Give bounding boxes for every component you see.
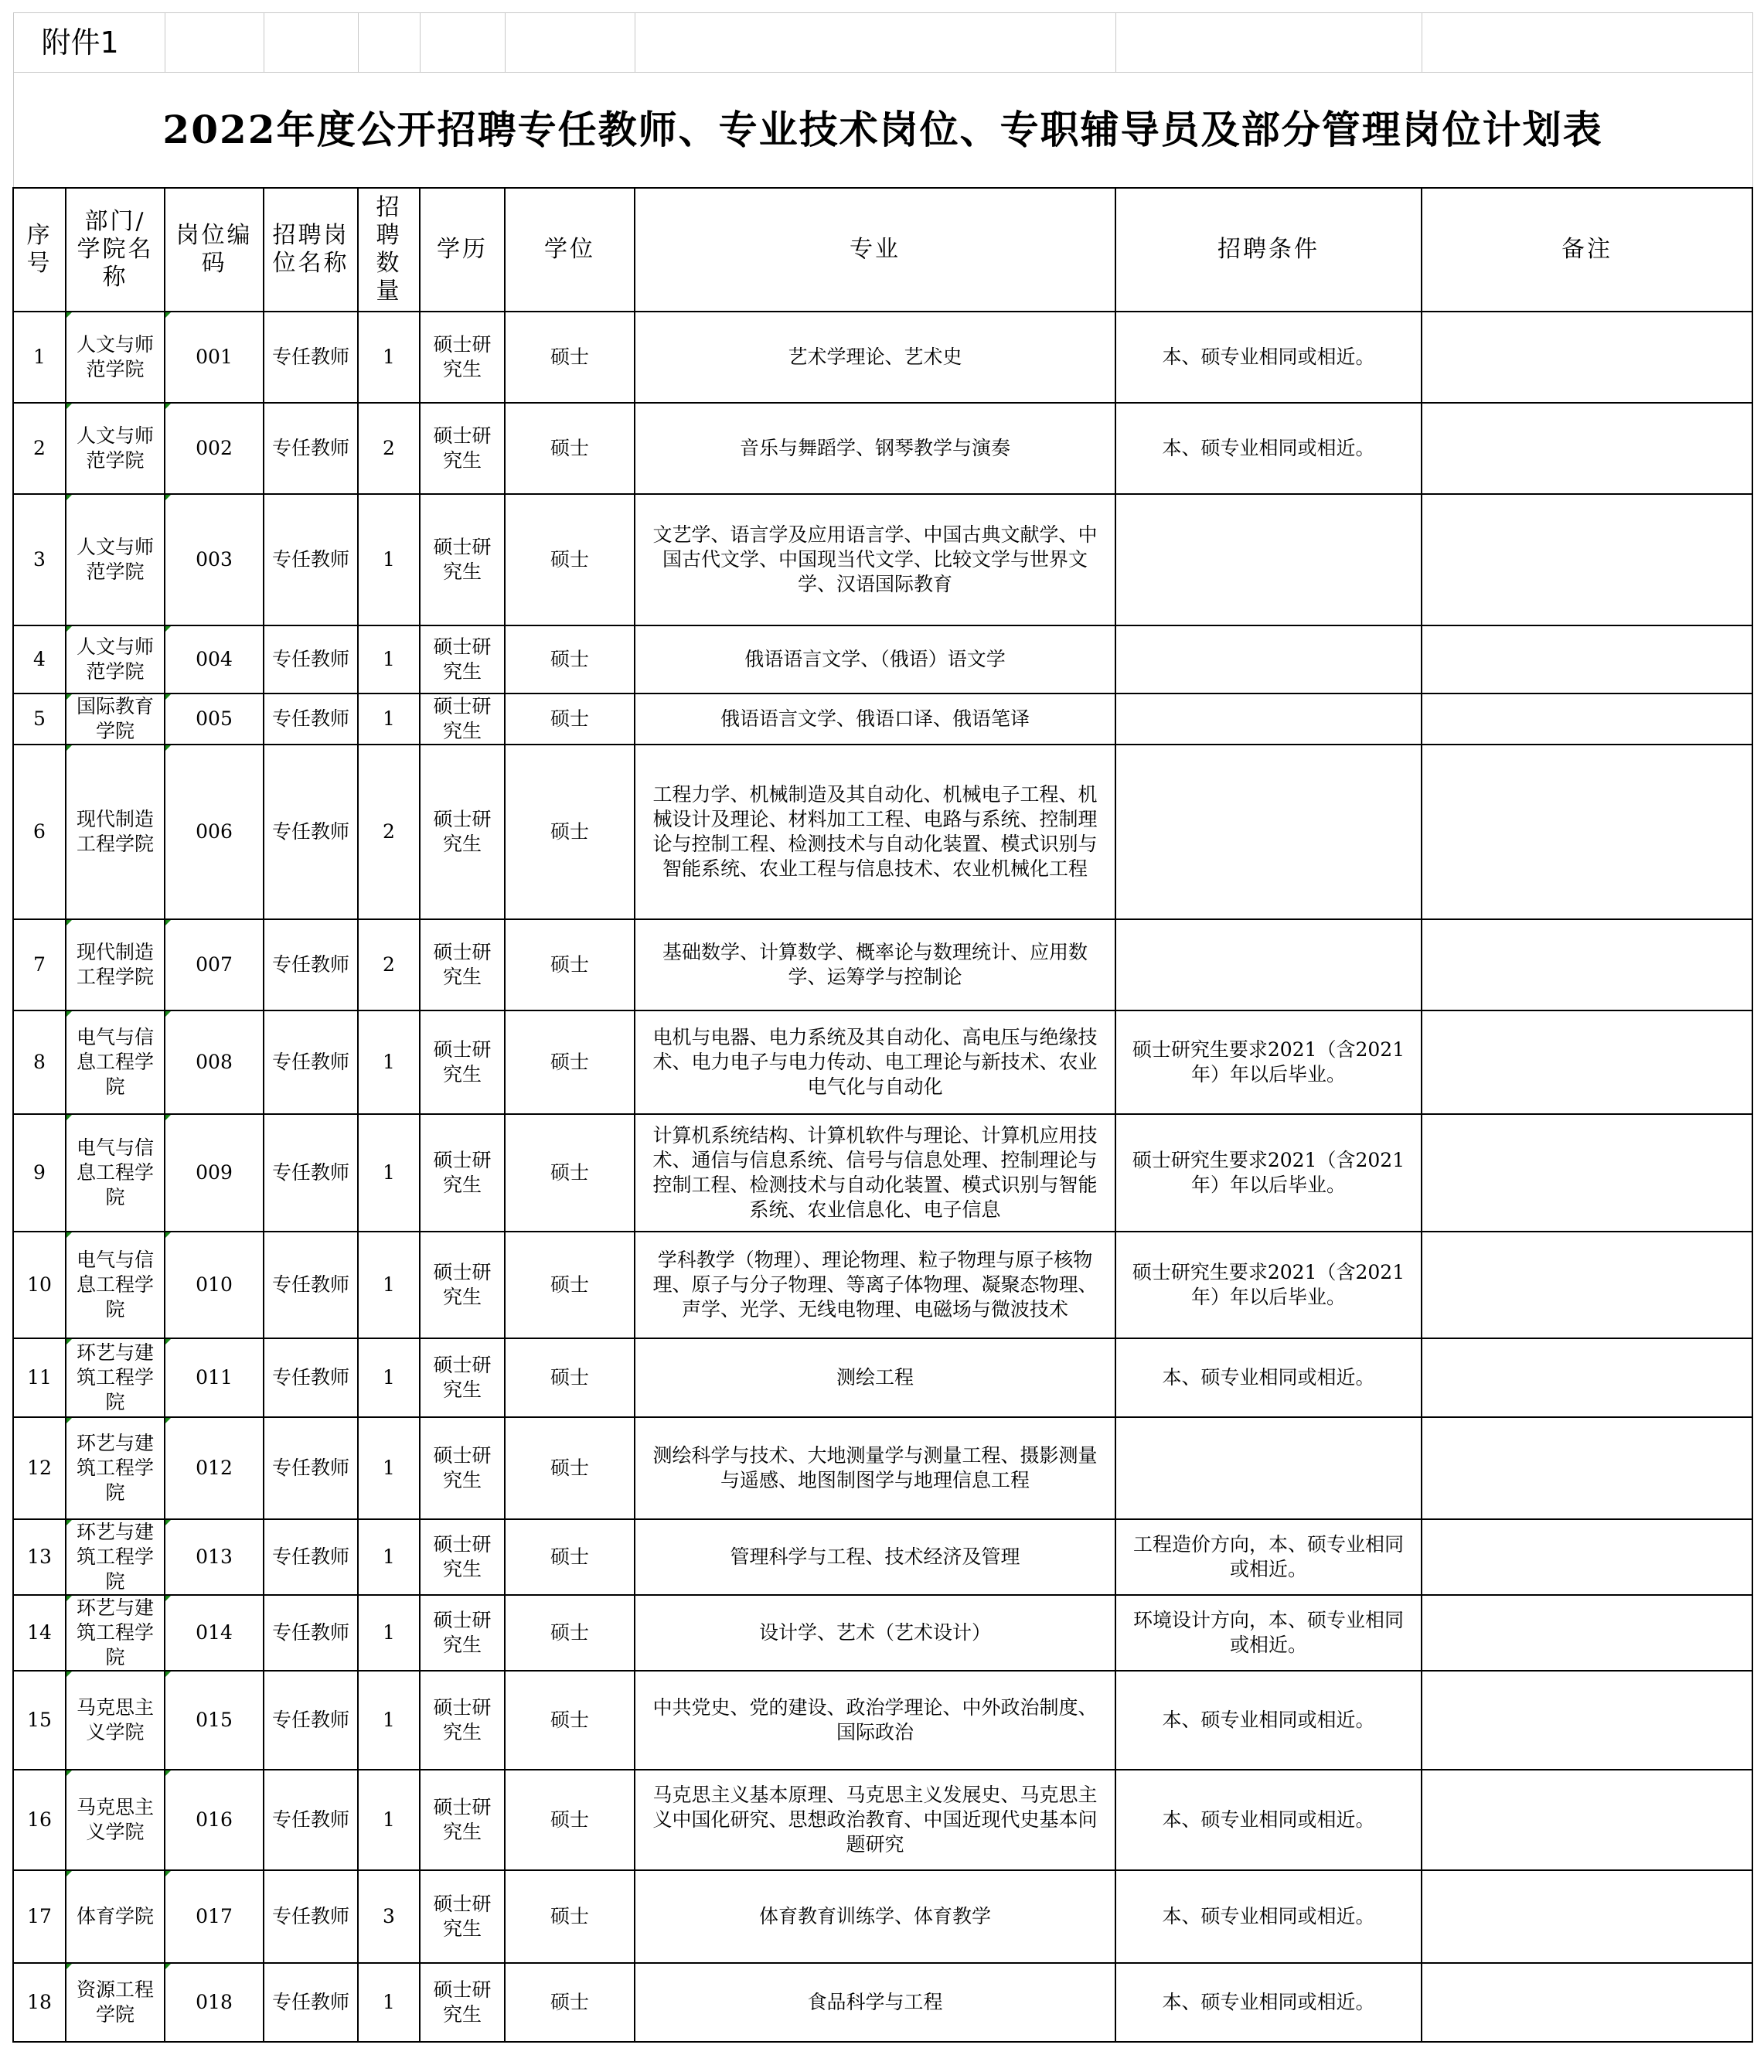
cell-conditions: 硕士研究生要求2021（含2021年）年以后毕业。 bbox=[1115, 1010, 1422, 1114]
cell-code: 015 bbox=[165, 1671, 264, 1770]
cell-remarks bbox=[1422, 312, 1752, 403]
cell-major: 文艺学、语言学及应用语言学、中国古典文献学、中国古代文学、中国现当代文学、比较文学与世界文学、汉语国际教育 bbox=[635, 494, 1115, 625]
header-position: 招聘岗位名称 bbox=[264, 188, 358, 312]
cell-code: 007 bbox=[165, 919, 264, 1010]
cell-degree: 硕士 bbox=[505, 745, 635, 919]
cell-degree: 硕士 bbox=[505, 1671, 635, 1770]
cell-major: 音乐与舞蹈学、钢琴教学与演奏 bbox=[635, 403, 1115, 494]
header-degree: 学位 bbox=[505, 188, 635, 312]
cell-count: 2 bbox=[358, 403, 420, 494]
cell-major: 工程力学、机械制造及其自动化、机械电子工程、机械设计及理论、材料加工工程、电路与系统、控制理论与控制工程、检测技术与自动化装置、模式识别与智能系统、农业工程与信息技术、农业机械化工程 bbox=[635, 745, 1115, 919]
cell-education: 硕士研究生 bbox=[420, 312, 505, 403]
cell-count: 1 bbox=[358, 1010, 420, 1114]
cell-position: 专任教师 bbox=[264, 919, 358, 1010]
cell-seq: 18 bbox=[13, 1963, 66, 2042]
cell-count: 1 bbox=[358, 625, 420, 694]
cell-education: 硕士研究生 bbox=[420, 1114, 505, 1232]
cell-seq: 11 bbox=[13, 1338, 66, 1417]
cell-count: 1 bbox=[358, 1770, 420, 1870]
cell-conditions: 工程造价方向，本、硕专业相同或相近。 bbox=[1115, 1519, 1422, 1595]
cell-count: 1 bbox=[358, 1338, 420, 1417]
cell-position: 专任教师 bbox=[264, 745, 358, 919]
empty-cell bbox=[358, 13, 420, 73]
attachment-label: 附件1 bbox=[13, 13, 165, 73]
cell-degree: 硕士 bbox=[505, 919, 635, 1010]
table-row bbox=[13, 1519, 1752, 1595]
cell-major: 学科教学（物理）、理论物理、粒子物理与原子核物理、原子与分子物理、等离子体物理、凝聚态物理、声学、光学、无线电物理、电磁场与微波技术 bbox=[635, 1232, 1115, 1338]
cell-position: 专任教师 bbox=[264, 1417, 358, 1519]
cell-education: 硕士研究生 bbox=[420, 1519, 505, 1595]
cell-remarks bbox=[1422, 625, 1752, 694]
cell-position: 专任教师 bbox=[264, 625, 358, 694]
cell-conditions: 本、硕专业相同或相近。 bbox=[1115, 312, 1422, 403]
cell-education: 硕士研究生 bbox=[420, 1595, 505, 1671]
cell-education: 硕士研究生 bbox=[420, 403, 505, 494]
empty-cell bbox=[264, 13, 358, 73]
cell-count: 1 bbox=[358, 494, 420, 625]
cell-education: 硕士研究生 bbox=[420, 1963, 505, 2042]
cell-dept: 马克思主义学院 bbox=[66, 1671, 165, 1770]
cell-code: 004 bbox=[165, 625, 264, 694]
cell-remarks bbox=[1422, 1114, 1752, 1232]
cell-seq: 8 bbox=[13, 1010, 66, 1114]
table-row bbox=[13, 1010, 1752, 1114]
cell-conditions: 本、硕专业相同或相近。 bbox=[1115, 1870, 1422, 1963]
cell-dept: 电气与信息工程学院 bbox=[66, 1232, 165, 1338]
cell-conditions bbox=[1115, 1417, 1422, 1519]
table-row bbox=[13, 745, 1752, 919]
cell-remarks bbox=[1422, 745, 1752, 919]
cell-conditions bbox=[1115, 625, 1422, 694]
cell-conditions bbox=[1115, 919, 1422, 1010]
header-education: 学历 bbox=[420, 188, 505, 312]
table-row bbox=[13, 1671, 1752, 1770]
cell-position: 专任教师 bbox=[264, 403, 358, 494]
table-row bbox=[13, 1595, 1752, 1671]
cell-seq: 12 bbox=[13, 1417, 66, 1519]
empty-cell bbox=[165, 13, 264, 73]
cell-remarks bbox=[1422, 1417, 1752, 1519]
cell-count: 3 bbox=[358, 1870, 420, 1963]
cell-conditions: 本、硕专业相同或相近。 bbox=[1115, 1671, 1422, 1770]
cell-dept: 环艺与建筑工程学院 bbox=[66, 1595, 165, 1671]
cell-position: 专任教师 bbox=[264, 1671, 358, 1770]
cell-conditions bbox=[1115, 694, 1422, 745]
cell-dept: 人文与师范学院 bbox=[66, 403, 165, 494]
cell-code: 009 bbox=[165, 1114, 264, 1232]
cell-position: 专任教师 bbox=[264, 494, 358, 625]
cell-position: 专任教师 bbox=[264, 1770, 358, 1870]
cell-count: 1 bbox=[358, 694, 420, 745]
cell-dept: 电气与信息工程学院 bbox=[66, 1010, 165, 1114]
cell-position: 专任教师 bbox=[264, 1338, 358, 1417]
cell-code: 014 bbox=[165, 1595, 264, 1671]
cell-count: 1 bbox=[358, 1232, 420, 1338]
cell-code: 011 bbox=[165, 1338, 264, 1417]
header-count: 招聘数量 bbox=[358, 188, 420, 312]
cell-seq: 6 bbox=[13, 745, 66, 919]
cell-remarks bbox=[1422, 403, 1752, 494]
table-row bbox=[13, 1232, 1752, 1338]
cell-dept: 电气与信息工程学院 bbox=[66, 1114, 165, 1232]
cell-education: 硕士研究生 bbox=[420, 1770, 505, 1870]
cell-seq: 13 bbox=[13, 1519, 66, 1595]
cell-position: 专任教师 bbox=[264, 312, 358, 403]
cell-code: 012 bbox=[165, 1417, 264, 1519]
cell-dept: 人文与师范学院 bbox=[66, 625, 165, 694]
page-title: 2022年度公开招聘专任教师、专业技术岗位、专职辅导员及部分管理岗位计划表 bbox=[13, 73, 1752, 189]
cell-seq: 14 bbox=[13, 1595, 66, 1671]
header-conditions: 招聘条件 bbox=[1115, 188, 1422, 312]
cell-degree: 硕士 bbox=[505, 1595, 635, 1671]
table-row bbox=[13, 1870, 1752, 1963]
cell-position: 专任教师 bbox=[264, 1595, 358, 1671]
cell-education: 硕士研究生 bbox=[420, 1671, 505, 1770]
cell-education: 硕士研究生 bbox=[420, 1338, 505, 1417]
cell-major: 计算机系统结构、计算机软件与理论、计算机应用技术、通信与信息系统、信号与信息处理、控制理论与控制工程、检测技术与自动化装置、模式识别与智能系统、农业信息化、电子信息 bbox=[635, 1114, 1115, 1232]
cell-code: 013 bbox=[165, 1519, 264, 1595]
cell-count: 1 bbox=[358, 1114, 420, 1232]
cell-remarks bbox=[1422, 1519, 1752, 1595]
cell-seq: 7 bbox=[13, 919, 66, 1010]
cell-seq: 5 bbox=[13, 694, 66, 745]
header-row bbox=[13, 188, 1752, 312]
cell-code: 018 bbox=[165, 1963, 264, 2042]
table-row bbox=[13, 494, 1752, 625]
cell-count: 1 bbox=[358, 1671, 420, 1770]
cell-degree: 硕士 bbox=[505, 403, 635, 494]
cell-degree: 硕士 bbox=[505, 1010, 635, 1114]
cell-major: 设计学、艺术（艺术设计） bbox=[635, 1595, 1115, 1671]
cell-degree: 硕士 bbox=[505, 312, 635, 403]
cell-count: 1 bbox=[358, 1963, 420, 2042]
table-row bbox=[13, 1770, 1752, 1870]
cell-conditions bbox=[1115, 745, 1422, 919]
cell-dept: 现代制造工程学院 bbox=[66, 745, 165, 919]
cell-remarks bbox=[1422, 1010, 1752, 1114]
header-remarks: 备注 bbox=[1422, 188, 1752, 312]
cell-dept: 人文与师范学院 bbox=[66, 312, 165, 403]
cell-position: 专任教师 bbox=[264, 1010, 358, 1114]
cell-education: 硕士研究生 bbox=[420, 1232, 505, 1338]
cell-code: 002 bbox=[165, 403, 264, 494]
cell-degree: 硕士 bbox=[505, 1232, 635, 1338]
cell-dept: 马克思主义学院 bbox=[66, 1770, 165, 1870]
cell-education: 硕士研究生 bbox=[420, 625, 505, 694]
empty-cell bbox=[1115, 13, 1422, 73]
cell-code: 006 bbox=[165, 745, 264, 919]
cell-remarks bbox=[1422, 694, 1752, 745]
cell-position: 专任教师 bbox=[264, 1519, 358, 1595]
cell-seq: 15 bbox=[13, 1671, 66, 1770]
cell-degree: 硕士 bbox=[505, 1114, 635, 1232]
cell-seq: 16 bbox=[13, 1770, 66, 1870]
cell-dept: 环艺与建筑工程学院 bbox=[66, 1338, 165, 1417]
cell-education: 硕士研究生 bbox=[420, 745, 505, 919]
empty-cell bbox=[505, 13, 635, 73]
cell-major: 马克思主义基本原理、马克思主义发展史、马克思主义中国化研究、思想政治教育、中国近现代史基本问题研究 bbox=[635, 1770, 1115, 1870]
cell-position: 专任教师 bbox=[264, 1232, 358, 1338]
cell-count: 1 bbox=[358, 312, 420, 403]
header-code: 岗位编码 bbox=[165, 188, 264, 312]
cell-major: 艺术学理论、艺术史 bbox=[635, 312, 1115, 403]
cell-conditions: 本、硕专业相同或相近。 bbox=[1115, 1338, 1422, 1417]
cell-dept: 体育学院 bbox=[66, 1870, 165, 1963]
cell-code: 003 bbox=[165, 494, 264, 625]
table-row bbox=[13, 694, 1752, 745]
cell-degree: 硕士 bbox=[505, 1519, 635, 1595]
title-row bbox=[13, 73, 1752, 189]
cell-degree: 硕士 bbox=[505, 1963, 635, 2042]
cell-major: 中共党史、党的建设、政治学理论、中外政治制度、国际政治 bbox=[635, 1671, 1115, 1770]
cell-degree: 硕士 bbox=[505, 1870, 635, 1963]
cell-count: 1 bbox=[358, 1519, 420, 1595]
cell-position: 专任教师 bbox=[264, 1963, 358, 2042]
cell-dept: 人文与师范学院 bbox=[66, 494, 165, 625]
empty-cell bbox=[635, 13, 1115, 73]
cell-education: 硕士研究生 bbox=[420, 1417, 505, 1519]
cell-seq: 9 bbox=[13, 1114, 66, 1232]
cell-degree: 硕士 bbox=[505, 1338, 635, 1417]
header-seq: 序号 bbox=[13, 188, 66, 312]
cell-degree: 硕士 bbox=[505, 494, 635, 625]
table-row bbox=[13, 1417, 1752, 1519]
cell-seq: 10 bbox=[13, 1232, 66, 1338]
cell-count: 2 bbox=[358, 919, 420, 1010]
empty-cell bbox=[420, 13, 505, 73]
cell-conditions: 硕士研究生要求2021（含2021年）年以后毕业。 bbox=[1115, 1114, 1422, 1232]
cell-code: 005 bbox=[165, 694, 264, 745]
cell-code: 008 bbox=[165, 1010, 264, 1114]
cell-count: 2 bbox=[358, 745, 420, 919]
table-row bbox=[13, 625, 1752, 694]
cell-major: 测绘工程 bbox=[635, 1338, 1115, 1417]
cell-education: 硕士研究生 bbox=[420, 919, 505, 1010]
cell-education: 硕士研究生 bbox=[420, 1010, 505, 1114]
cell-degree: 硕士 bbox=[505, 1770, 635, 1870]
cell-seq: 4 bbox=[13, 625, 66, 694]
table-row bbox=[13, 1114, 1752, 1232]
cell-remarks bbox=[1422, 1770, 1752, 1870]
cell-conditions: 本、硕专业相同或相近。 bbox=[1115, 1770, 1422, 1870]
cell-remarks bbox=[1422, 1963, 1752, 2042]
cell-code: 010 bbox=[165, 1232, 264, 1338]
cell-major: 体育教育训练学、体育教学 bbox=[635, 1870, 1115, 1963]
cell-education: 硕士研究生 bbox=[420, 494, 505, 625]
cell-major: 俄语语言文学、俄语口译、俄语笔译 bbox=[635, 694, 1115, 745]
cell-major: 俄语语言文学、（俄语）语文学 bbox=[635, 625, 1115, 694]
cell-position: 专任教师 bbox=[264, 1870, 358, 1963]
header-dept: 部门/学院名称 bbox=[66, 188, 165, 312]
cell-seq: 3 bbox=[13, 494, 66, 625]
cell-major: 管理科学与工程、技术经济及管理 bbox=[635, 1519, 1115, 1595]
table-row bbox=[13, 1338, 1752, 1417]
cell-conditions: 环境设计方向，本、硕专业相同或相近。 bbox=[1115, 1595, 1422, 1671]
cell-count: 1 bbox=[358, 1595, 420, 1671]
cell-remarks bbox=[1422, 494, 1752, 625]
cell-code: 017 bbox=[165, 1870, 264, 1963]
table-row bbox=[13, 312, 1752, 403]
cell-major: 测绘科学与技术、大地测量学与测量工程、摄影测量与遥感、地图制图学与地理信息工程 bbox=[635, 1417, 1115, 1519]
cell-major: 基础数学、计算数学、概率论与数理统计、应用数学、运筹学与控制论 bbox=[635, 919, 1115, 1010]
cell-education: 硕士研究生 bbox=[420, 694, 505, 745]
cell-count: 1 bbox=[358, 1417, 420, 1519]
cell-dept: 现代制造工程学院 bbox=[66, 919, 165, 1010]
cell-dept: 国际教育学院 bbox=[66, 694, 165, 745]
cell-remarks bbox=[1422, 1232, 1752, 1338]
cell-education: 硕士研究生 bbox=[420, 1870, 505, 1963]
table-row bbox=[13, 1963, 1752, 2042]
table-row bbox=[13, 403, 1752, 494]
cell-dept: 环艺与建筑工程学院 bbox=[66, 1417, 165, 1519]
cell-dept: 环艺与建筑工程学院 bbox=[66, 1519, 165, 1595]
cell-major: 食品科学与工程 bbox=[635, 1963, 1115, 2042]
cell-seq: 17 bbox=[13, 1870, 66, 1963]
cell-degree: 硕士 bbox=[505, 694, 635, 745]
recruitment-plan-table bbox=[12, 12, 1753, 2043]
cell-conditions: 本、硕专业相同或相近。 bbox=[1115, 1963, 1422, 2042]
cell-remarks bbox=[1422, 1338, 1752, 1417]
table-row bbox=[13, 919, 1752, 1010]
cell-conditions: 本、硕专业相同或相近。 bbox=[1115, 403, 1422, 494]
cell-remarks bbox=[1422, 919, 1752, 1010]
cell-position: 专任教师 bbox=[264, 694, 358, 745]
attachment-row bbox=[13, 13, 1752, 73]
cell-remarks bbox=[1422, 1671, 1752, 1770]
cell-conditions: 硕士研究生要求2021（含2021年）年以后毕业。 bbox=[1115, 1232, 1422, 1338]
cell-code: 016 bbox=[165, 1770, 264, 1870]
cell-code: 001 bbox=[165, 312, 264, 403]
cell-degree: 硕士 bbox=[505, 1417, 635, 1519]
cell-degree: 硕士 bbox=[505, 625, 635, 694]
empty-cell bbox=[1422, 13, 1752, 73]
cell-position: 专任教师 bbox=[264, 1114, 358, 1232]
cell-remarks bbox=[1422, 1870, 1752, 1963]
cell-remarks bbox=[1422, 1595, 1752, 1671]
cell-major: 电机与电器、电力系统及其自动化、高电压与绝缘技术、电力电子与电力传动、电工理论与新技术、农业电气化与自动化 bbox=[635, 1010, 1115, 1114]
cell-seq: 2 bbox=[13, 403, 66, 494]
cell-conditions bbox=[1115, 494, 1422, 625]
cell-seq: 1 bbox=[13, 312, 66, 403]
header-major: 专业 bbox=[635, 188, 1115, 312]
cell-dept: 资源工程学院 bbox=[66, 1963, 165, 2042]
